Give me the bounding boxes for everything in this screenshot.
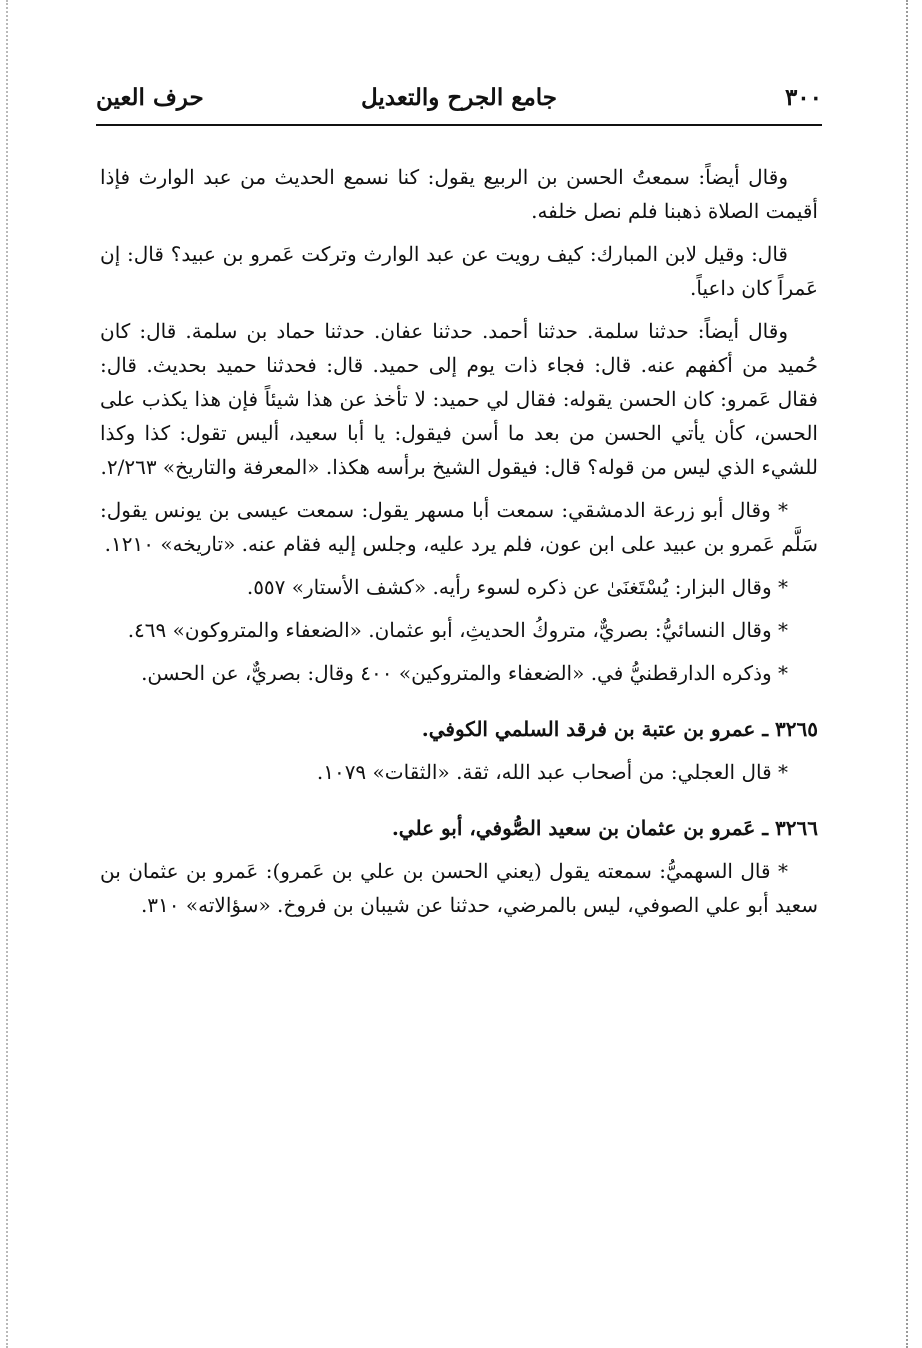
entry-3266-heading: ٣٢٦٦ ـ عَمرو بن عثمان بن سعيد الصُّوفي، أبو علي. <box>391 816 818 840</box>
paragraph-3: وقال أيضاً: حدثنا سلمة. حدثنا أحمد. حدثنا عفان. حدثنا حماد بن سلمة. قال: كان حُميد من أكفهم عنه. قال: فجاء ذات يوم إلى حميد. قال: فحدثنا حميد بحديث. قال: فقال عَمرو: كان الحسن يقوله: فقال لي حميد: لا تأخذ عن هذا شيئاً فإن هذا يكذب على الحسن، كأن يأتي الحسن من بعد ما أسن فيقول: يا أبا سعيد، أليس تقول: كذا وكذا للشيء الذي ليس من قوله؟ قال: فيقول الشيخ برأسه هكذا. «المعرفة والتاريخ» ٢/٢٦٣. <box>100 319 818 479</box>
entry-3265-heading: ٣٢٦٥ ـ عمرو بن عتبة بن فرقد السلمي الكوفي. <box>421 717 818 741</box>
paragraph-4: * وقال أبو زرعة الدمشقي: سمعت أبا مسهر يقول: سمعت عيسى بن يونس يقول: سَلَّم عَمرو بن عبيد على ابن عون، فلم يرد عليه، وجلس إليه فقام عنه. «تاريخه» ١٢١٠. <box>100 498 818 556</box>
scan-edge-left <box>6 0 8 1348</box>
paragraph-5: * وقال البزار: يُسْتَغنَىٰ عن ذكره لسوء رأيه. «كشف الأستار» ٥٥٧. <box>246 575 788 599</box>
header-rule <box>96 124 822 126</box>
paragraph-7: * وذكره الدارقطنيُّ في. «الضعفاء والمتروكين» ٤٠٠ وقال: بصريٌّ، عن الحسن. <box>141 661 788 685</box>
book-title: جامع الجرح والتعديل <box>360 84 558 111</box>
page-header <box>96 80 822 124</box>
entry-3265-body: * قال العجلي: من أصحاب عبد الله، ثقة. «الثقات» ١٠٧٩. <box>316 760 788 784</box>
scan-edge-right <box>906 0 908 1348</box>
paragraph-2: قال: وقيل لابن المبارك: كيف رويت عن عبد الوارث وتركت عَمرو بن عبيد؟ قال: إن عَمراً كان داعياً. <box>100 242 818 300</box>
paragraph-1: وقال أيضاً: سمعتُ الحسن بن الربيع يقول: كنا نسمع الحديث من عبد الوارث فإذا أقيمت الصلاة ذهبنا فلم نصل خلفه. <box>100 165 818 223</box>
entry-3266-body: * قال السهميُّ: سمعته يقول (يعني الحسن بن علي بن عَمرو): عَمرو بن عثمان بن سعيد أبو علي الصوفي، ليس بالمرضي، حدثنا عن شيبان بن فروخ. «سؤالاته» ٣١٠. <box>100 859 818 917</box>
page-number: ٣٠٠ <box>784 84 822 111</box>
section-title: حرف العين <box>96 84 204 111</box>
page-body <box>100 160 818 931</box>
paragraph-6: * وقال النسائيُّ: بصريٌّ، متروكُ الحديثِ، أبو عثمان. «الضعفاء والمتروكون» ٤٦٩. <box>127 618 788 642</box>
